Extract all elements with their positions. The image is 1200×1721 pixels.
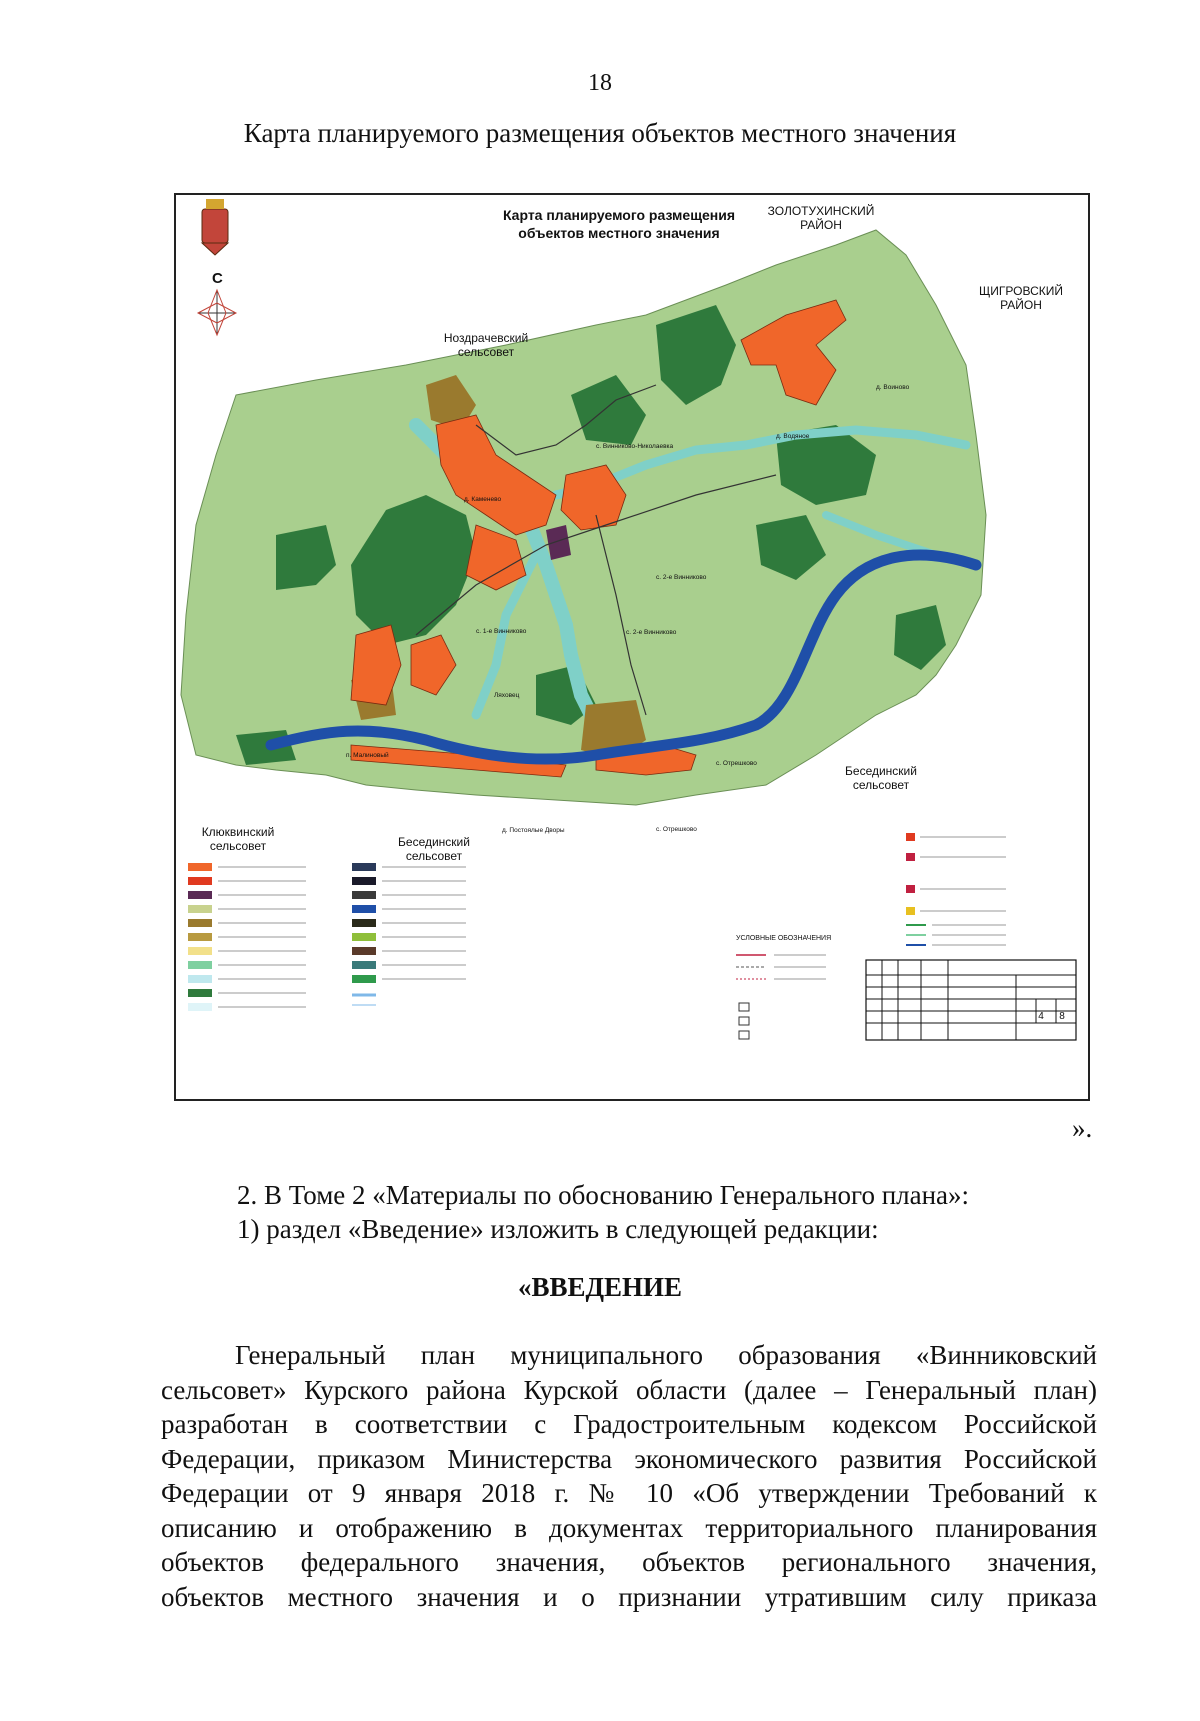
region-label: сельсовет <box>405 849 463 863</box>
region-label: Бесединский <box>845 764 917 778</box>
legend-left <box>188 863 306 1011</box>
compass-rose-icon <box>198 290 236 335</box>
map-canvas <box>176 195 1088 1099</box>
body-paragraph <box>161 1338 1097 1614</box>
body-line: Генеральный план муниципального образования «Винниковский <box>235 1340 1097 1370</box>
north-label: С <box>212 270 223 287</box>
place-label: Ляховец <box>494 692 520 699</box>
place-label: д. Постоялые Дворы <box>502 827 565 834</box>
map-figure <box>174 193 1090 1101</box>
section-heading: «ВВЕДЕНИЕ <box>517 1272 683 1302</box>
legend-middle <box>352 863 466 1005</box>
region-label: Бесединский <box>398 835 470 849</box>
title-block-stamp <box>866 960 1076 1040</box>
page-number: 18 <box>588 70 612 96</box>
place-label: с. 2-е Винниково <box>656 574 707 581</box>
closing-quote: ». <box>1072 1113 1093 1143</box>
place-label: с. Отрешково <box>656 826 697 833</box>
instruction-line-2: 1) раздел «Введение» изложить в следующей редакции: <box>237 1214 879 1244</box>
place-label: д. Воиново <box>876 384 910 391</box>
body-line: сельсовет» Курского района Курской области (далее – Генеральный план) <box>161 1374 1097 1405</box>
map-title-line2: объектов местного значения <box>518 225 720 241</box>
stamp-sheet: 4 <box>1038 1011 1044 1022</box>
place-label: с. Отрешково <box>716 760 757 767</box>
body-line: объектов местного значения и о признании утратившим силу приказа <box>161 1581 1097 1612</box>
region-label: сельсовет <box>457 345 515 359</box>
place-label: д. Каменево <box>464 496 502 503</box>
stamp-sheets-total: 8 <box>1059 1011 1065 1022</box>
region-label: ЗОЛОТУХИНСКИЙ <box>767 204 875 218</box>
place-label: д. Водяное <box>776 433 810 440</box>
legend-header: УСЛОВНЫЕ ОБОЗНАЧЕНИЯ <box>736 935 832 942</box>
region-label: Ноздрачевский <box>443 331 529 345</box>
legend-right <box>906 833 1006 945</box>
instruction-line-1: 2. В Томе 2 «Материалы по обоснованию Генерального плана»: <box>237 1180 970 1210</box>
place-label: с. 2-е Винниково <box>626 629 677 636</box>
coat-of-arms-icon <box>202 199 228 255</box>
region-label: Клюквинский <box>201 825 275 839</box>
map-caption: Карта планируемого размещения объектов местного значения <box>243 118 957 148</box>
place-label: с. Винниково-Николаевка <box>596 443 674 450</box>
region-label: РАЙОН <box>1000 298 1042 312</box>
body-line: описанию и отображению в документах территориального планирования <box>161 1512 1097 1543</box>
region-label: сельсовет <box>852 778 910 792</box>
legend-lines <box>736 955 826 1039</box>
place-label: п. Малиновый <box>346 752 389 759</box>
place-label: с. 1-е Винниково <box>476 628 527 635</box>
body-line: Федерации, приказом Министерства экономического развития Российской <box>161 1443 1097 1474</box>
body-line: разработан в соответствии с Градостроительным кодексом Российской <box>161 1409 1097 1439</box>
body-line: объектов федерального значения, объектов регионального значения, <box>161 1547 1097 1577</box>
map-title-line1: Карта планируемого размещения <box>502 207 736 223</box>
region-label: ЩИГРОВСКИЙ <box>979 284 1063 298</box>
region-label: сельсовет <box>209 839 267 853</box>
body-line: Федерации от 9 января 2018 г. № 10 «Об утверждении Требований к <box>161 1478 1097 1508</box>
region-label: РАЙОН <box>800 218 842 232</box>
